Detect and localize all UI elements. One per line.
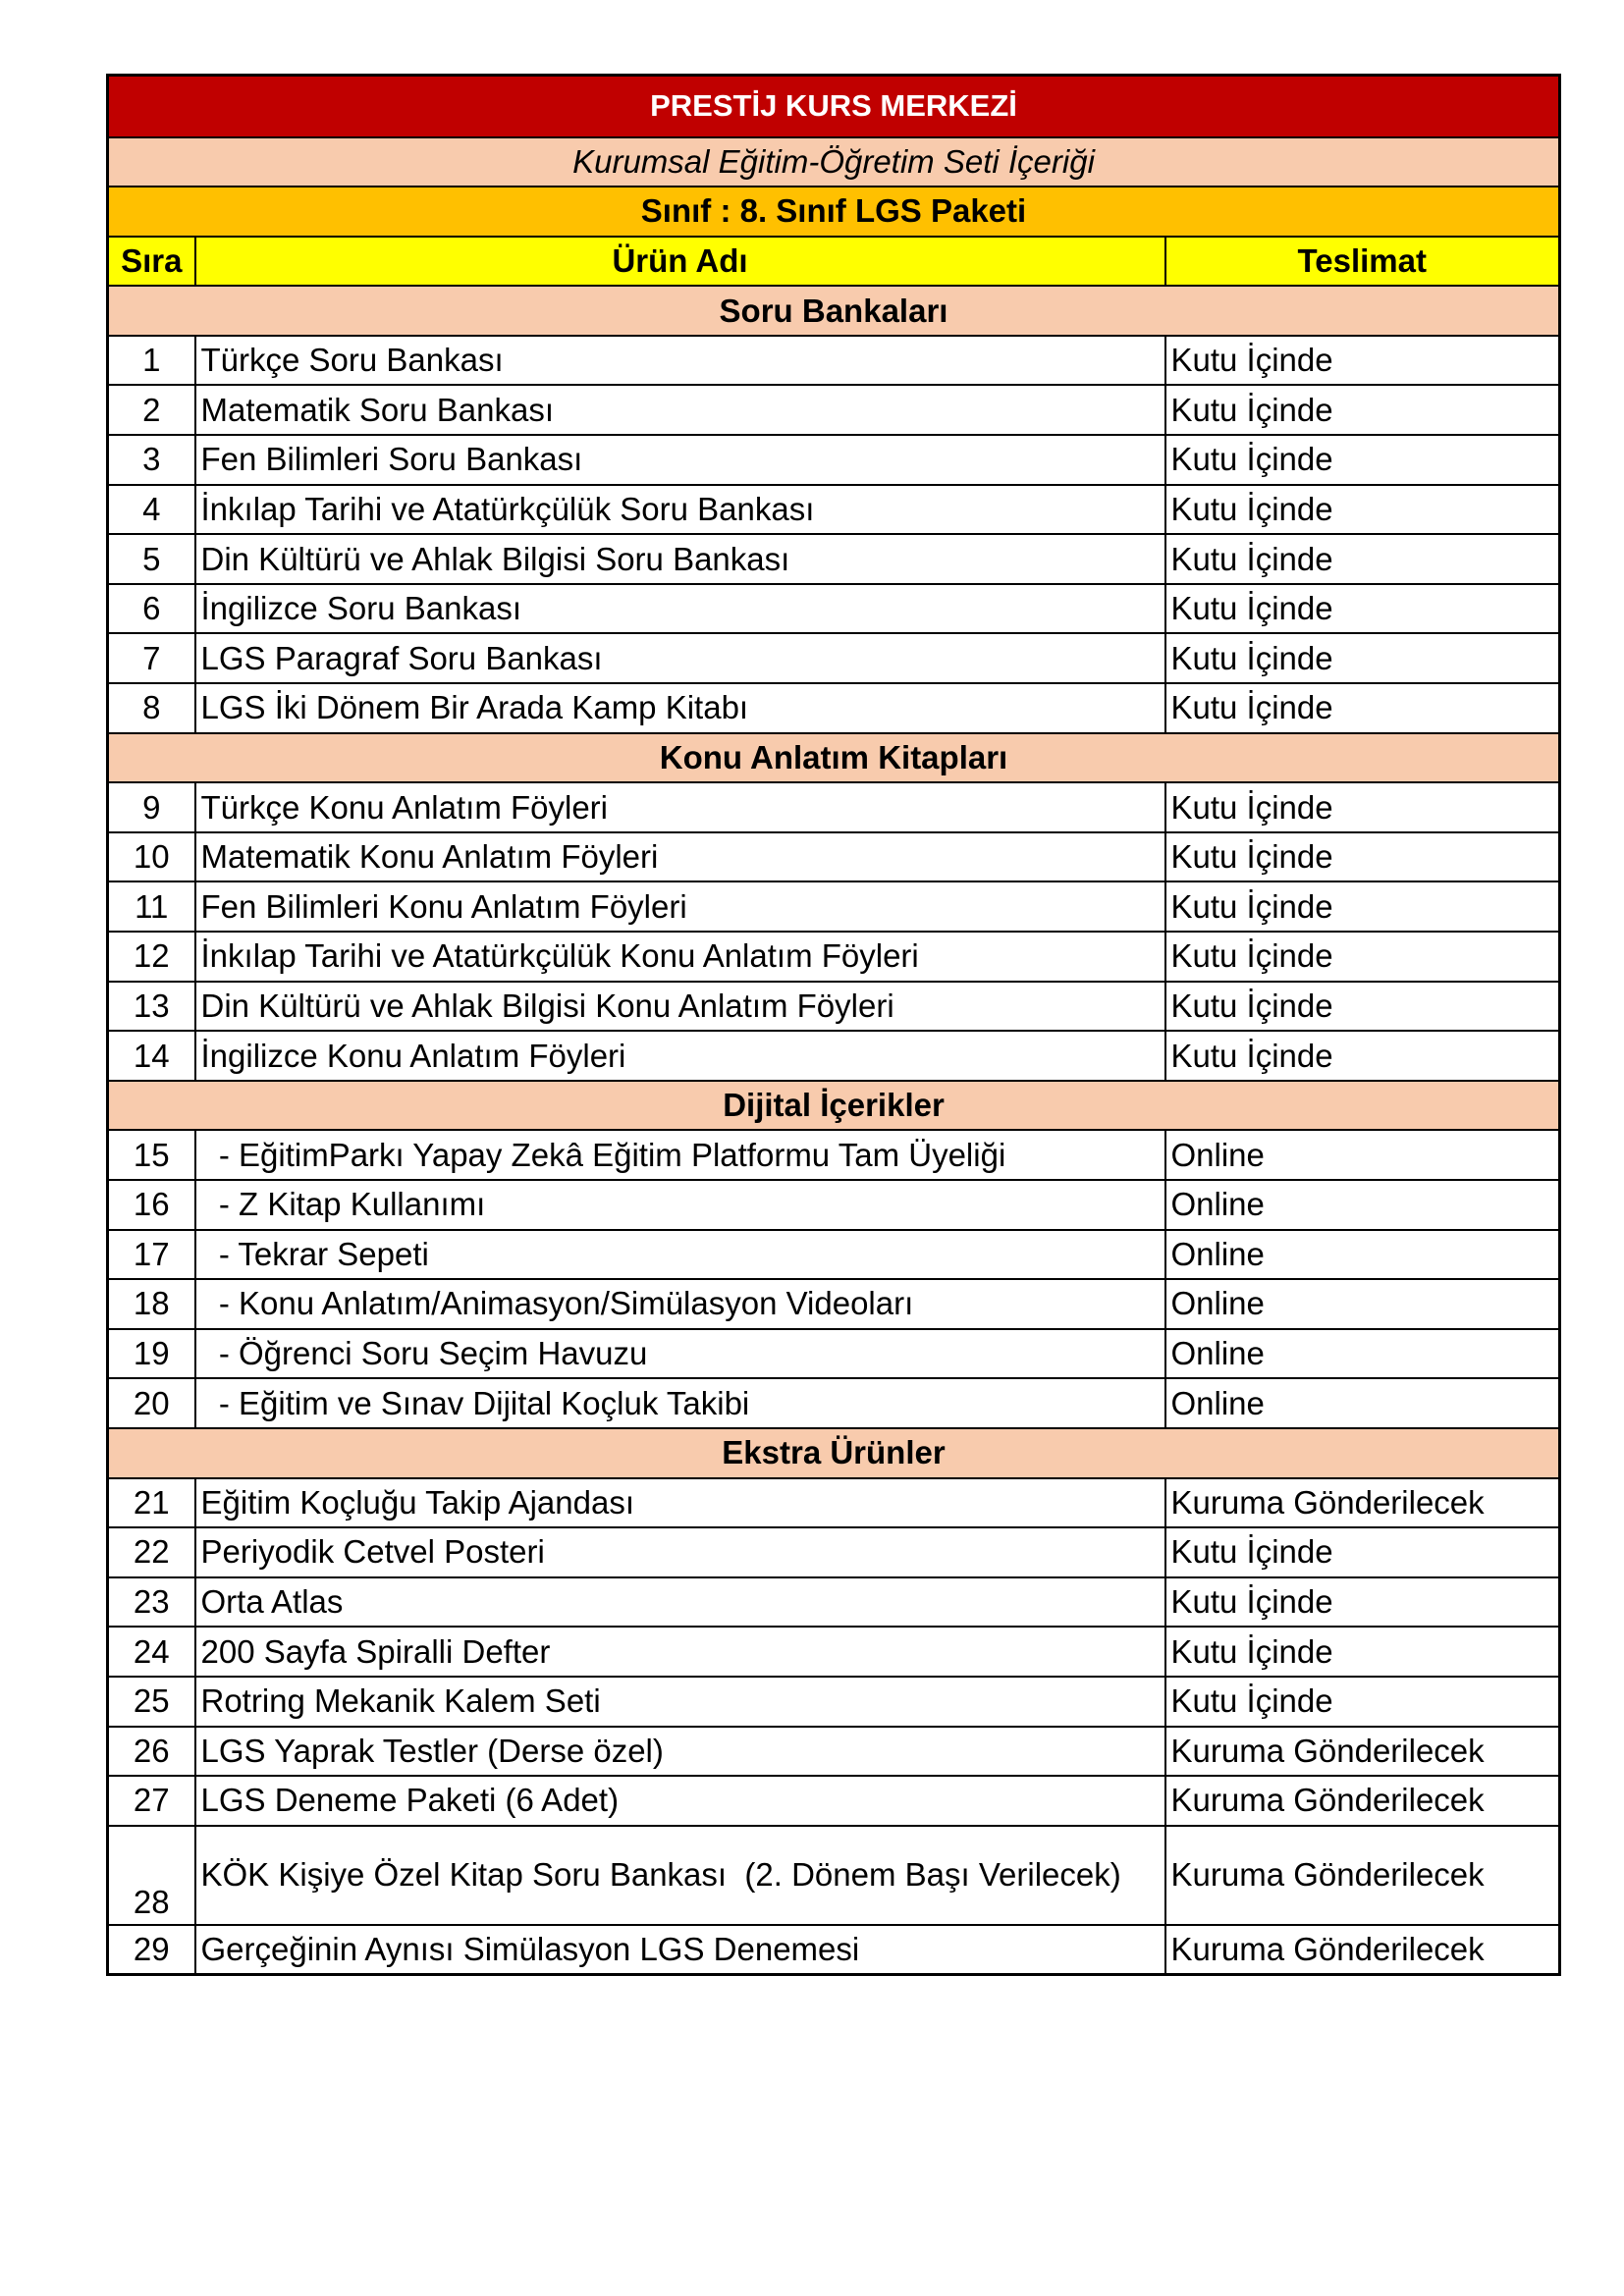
- row-number: 29: [108, 1925, 195, 1975]
- table-row: [108, 932, 1560, 982]
- table-row: [108, 782, 1560, 832]
- table-row: [108, 1776, 1560, 1826]
- delivery-status: Online: [1165, 1180, 1560, 1230]
- section-title: Konu Anlatım Kitapları: [108, 733, 1560, 783]
- product-name: - Z Kitap Kullanımı: [195, 1180, 1165, 1230]
- delivery-status: Kuruma Gönderilecek: [1165, 1776, 1560, 1826]
- product-name: Din Kültürü ve Ahlak Bilgisi Konu Anlatım Föyleri: [195, 982, 1165, 1032]
- section-header-soru-bankalari: [108, 286, 1560, 336]
- table-row: [108, 485, 1560, 535]
- table-row: [108, 336, 1560, 386]
- product-name: LGS İki Dönem Bir Arada Kamp Kitabı: [195, 683, 1165, 733]
- table-row: [108, 1180, 1560, 1230]
- product-name: - EğitimParkı Yapay Zekâ Eğitim Platformu Tam Üyeliği: [195, 1130, 1165, 1180]
- delivery-status: Kutu İçinde: [1165, 485, 1560, 535]
- row-number: 11: [108, 881, 195, 932]
- table-row: [108, 1031, 1560, 1081]
- product-name: Matematik Konu Anlatım Föyleri: [195, 832, 1165, 882]
- delivery-status: Kuruma Gönderilecek: [1165, 1478, 1560, 1528]
- row-number: 2: [108, 385, 195, 435]
- table-row: [108, 633, 1560, 683]
- section-title: Ekstra Ürünler: [108, 1428, 1560, 1478]
- title-row: [108, 76, 1560, 137]
- row-number: 25: [108, 1677, 195, 1727]
- column-header-product: Ürün Adı: [195, 237, 1165, 287]
- product-name: Türkçe Konu Anlatım Föyleri: [195, 782, 1165, 832]
- section-header-ekstra-urunler: [108, 1428, 1560, 1478]
- delivery-status: Kutu İçinde: [1165, 1627, 1560, 1677]
- row-number: 9: [108, 782, 195, 832]
- row-number: 3: [108, 435, 195, 485]
- row-number: 4: [108, 485, 195, 535]
- table-row: [108, 584, 1560, 634]
- product-name: - Eğitim ve Sınav Dijital Koçluk Takibi: [195, 1378, 1165, 1428]
- delivery-status: Kutu İçinde: [1165, 633, 1560, 683]
- row-number: 1: [108, 336, 195, 386]
- product-name: 200 Sayfa Spiralli Defter: [195, 1627, 1165, 1677]
- delivery-status: Kutu İçinde: [1165, 1677, 1560, 1727]
- product-name: LGS Paragraf Soru Bankası: [195, 633, 1165, 683]
- delivery-status: Kutu İçinde: [1165, 336, 1560, 386]
- table-row: [108, 1478, 1560, 1528]
- table-row: [108, 1577, 1560, 1628]
- table-row: [108, 534, 1560, 584]
- row-number: 15: [108, 1130, 195, 1180]
- page-title: PRESTİJ KURS MERKEZİ: [108, 76, 1560, 137]
- product-list-table: [106, 74, 1561, 1976]
- product-name: LGS Yaprak Testler (Derse özel): [195, 1727, 1165, 1777]
- column-header-no: Sıra: [108, 237, 195, 287]
- delivery-status: Kutu İçinde: [1165, 1527, 1560, 1577]
- table-row: [108, 1727, 1560, 1777]
- row-number: 17: [108, 1230, 195, 1280]
- section-header-konu-anlatim-kitaplari: [108, 733, 1560, 783]
- product-name: Fen Bilimleri Konu Anlatım Föyleri: [195, 881, 1165, 932]
- delivery-status: Kutu İçinde: [1165, 683, 1560, 733]
- product-name: - Öğrenci Soru Seçim Havuzu: [195, 1329, 1165, 1379]
- section-title: Soru Bankaları: [108, 286, 1560, 336]
- row-number: 5: [108, 534, 195, 584]
- table-row: [108, 881, 1560, 932]
- product-name: Eğitim Koçluğu Takip Ajandası: [195, 1478, 1165, 1528]
- delivery-status: Kutu İçinde: [1165, 1577, 1560, 1628]
- column-header-delivery: Teslimat: [1165, 237, 1560, 287]
- delivery-status: Online: [1165, 1329, 1560, 1379]
- product-name: Orta Atlas: [195, 1577, 1165, 1628]
- row-number: 24: [108, 1627, 195, 1677]
- row-number: 26: [108, 1727, 195, 1777]
- delivery-status: Online: [1165, 1378, 1560, 1428]
- row-number: 28: [108, 1826, 195, 1925]
- product-name: LGS Deneme Paketi (6 Adet): [195, 1776, 1165, 1826]
- table-row: [108, 1279, 1560, 1329]
- section-header-dijital-icerikler: [108, 1081, 1560, 1131]
- row-number: 27: [108, 1776, 195, 1826]
- delivery-status: Kutu İçinde: [1165, 881, 1560, 932]
- product-name: Rotring Mekanik Kalem Seti: [195, 1677, 1165, 1727]
- row-number: 21: [108, 1478, 195, 1528]
- table-row: [108, 1826, 1560, 1925]
- row-number: 7: [108, 633, 195, 683]
- table-row: [108, 1627, 1560, 1677]
- section-title: Dijital İçerikler: [108, 1081, 1560, 1131]
- table-row: [108, 1677, 1560, 1727]
- delivery-status: Kutu İçinde: [1165, 534, 1560, 584]
- product-name: - Tekrar Sepeti: [195, 1230, 1165, 1280]
- page-subtitle: Kurumsal Eğitim-Öğretim Seti İçeriği: [108, 137, 1560, 187]
- product-name: İnkılap Tarihi ve Atatürkçülük Soru Bankası: [195, 485, 1165, 535]
- table-row: [108, 385, 1560, 435]
- table-row: [108, 1130, 1560, 1180]
- product-name: Matematik Soru Bankası: [195, 385, 1165, 435]
- product-name: Türkçe Soru Bankası: [195, 336, 1165, 386]
- row-number: 20: [108, 1378, 195, 1428]
- delivery-status: Kuruma Gönderilecek: [1165, 1826, 1560, 1925]
- delivery-status: Kuruma Gönderilecek: [1165, 1727, 1560, 1777]
- delivery-status: Online: [1165, 1279, 1560, 1329]
- class-label: Sınıf : 8. Sınıf LGS Paketi: [108, 187, 1560, 237]
- delivery-status: Online: [1165, 1130, 1560, 1180]
- table-row: [108, 832, 1560, 882]
- product-name: - Konu Anlatım/Animasyon/Simülasyon Videoları: [195, 1279, 1165, 1329]
- row-number: 12: [108, 932, 195, 982]
- table-row: [108, 435, 1560, 485]
- delivery-status: Kutu İçinde: [1165, 932, 1560, 982]
- row-number: 18: [108, 1279, 195, 1329]
- delivery-status: Kutu İçinde: [1165, 982, 1560, 1032]
- row-number: 13: [108, 982, 195, 1032]
- delivery-status: Kutu İçinde: [1165, 1031, 1560, 1081]
- row-number: 6: [108, 584, 195, 634]
- delivery-status: Kutu İçinde: [1165, 584, 1560, 634]
- table-row: [108, 683, 1560, 733]
- product-name: İngilizce Soru Bankası: [195, 584, 1165, 634]
- row-number: 22: [108, 1527, 195, 1577]
- table-row: [108, 1527, 1560, 1577]
- row-number: 16: [108, 1180, 195, 1230]
- product-name: Fen Bilimleri Soru Bankası: [195, 435, 1165, 485]
- table-row: [108, 1329, 1560, 1379]
- table-row: [108, 1925, 1560, 1975]
- row-number: 8: [108, 683, 195, 733]
- product-name: Din Kültürü ve Ahlak Bilgisi Soru Bankası: [195, 534, 1165, 584]
- delivery-status: Kutu İçinde: [1165, 435, 1560, 485]
- product-name: İnkılap Tarihi ve Atatürkçülük Konu Anlatım Föyleri: [195, 932, 1165, 982]
- delivery-status: Kutu İçinde: [1165, 832, 1560, 882]
- row-number: 10: [108, 832, 195, 882]
- product-name: KÖK Kişiye Özel Kitap Soru Bankası (2. Dönem Başı Verilecek): [195, 1826, 1165, 1925]
- row-number: 14: [108, 1031, 195, 1081]
- delivery-status: Kuruma Gönderilecek: [1165, 1925, 1560, 1975]
- table-row: [108, 1378, 1560, 1428]
- subtitle-row: [108, 137, 1560, 187]
- class-row: [108, 187, 1560, 237]
- product-name: Gerçeğinin Aynısı Simülasyon LGS Denemesi: [195, 1925, 1165, 1975]
- column-header-row: [108, 237, 1560, 287]
- product-name: Periyodik Cetvel Posteri: [195, 1527, 1165, 1577]
- table-row: [108, 982, 1560, 1032]
- table-row: [108, 1230, 1560, 1280]
- delivery-status: Online: [1165, 1230, 1560, 1280]
- row-number: 23: [108, 1577, 195, 1628]
- delivery-status: Kutu İçinde: [1165, 385, 1560, 435]
- product-name: İngilizce Konu Anlatım Föyleri: [195, 1031, 1165, 1081]
- row-number: 19: [108, 1329, 195, 1379]
- delivery-status: Kutu İçinde: [1165, 782, 1560, 832]
